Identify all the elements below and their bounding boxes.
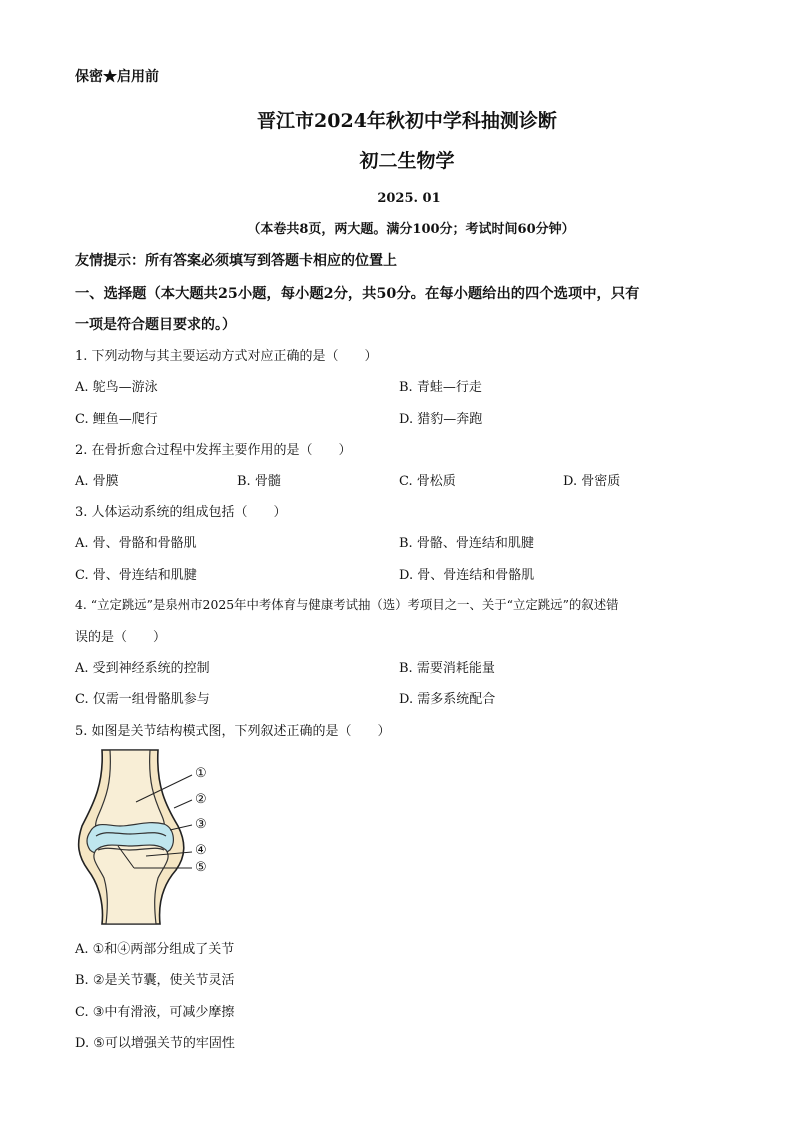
exam-title: 晋江市2024年秋初中学科抽测诊断 — [257, 110, 557, 132]
question-3-option-c: C. 骨、骨连结和肌腱 — [75, 568, 197, 583]
question-2-option-a: A. 骨膜 — [75, 474, 119, 489]
question-3-option-a: A. 骨、骨骼和骨骼肌 — [75, 536, 197, 551]
exam-info: （本卷共8页，两大题。满分100分；考试时间60分钟） — [247, 222, 575, 237]
question-5-option-b: B. ②是关节囊，使关节灵活 — [75, 973, 235, 988]
question-1-option-b: B. 青蛙—行走 — [399, 380, 482, 395]
diagram-label-2: ② — [195, 792, 207, 807]
section-heading-line2: 一项是符合题目要求的。） — [75, 317, 236, 333]
question-2-option-d: D. 骨密质 — [563, 474, 621, 489]
diagram-label-3: ③ — [195, 817, 207, 832]
question-2-option-b: B. 骨髓 — [237, 474, 281, 489]
question-4-option-d: D. 需多系统配合 — [399, 692, 496, 707]
subject-title: 初二生物学 — [359, 150, 455, 172]
question-1-stem: 1. 下列动物与其主要运动方式对应正确的是（ ） — [75, 349, 378, 364]
question-4-stem-line1: 4. “立定跳远”是泉州市2025年中考体育与健康考试抽（选）考项目之一、关于“立定跳远”的叙述错 — [75, 597, 619, 612]
joint-structure-diagram — [74, 746, 224, 928]
question-5-option-a: A. ①和④两部分组成了关节 — [75, 942, 235, 957]
question-2-stem: 2. 在骨折愈合过程中发挥主要作用的是（ ） — [75, 443, 352, 458]
question-3-stem: 3. 人体运动系统的组成包括（ ） — [75, 505, 287, 520]
question-5-stem: 5. 如图是关节结构模式图，下列叙述正确的是（ ） — [75, 724, 391, 739]
diagram-label-5: ⑤ — [195, 860, 207, 875]
exam-date: 2025. 01 — [377, 191, 441, 206]
question-1-option-a: A. 鸵鸟—游泳 — [75, 380, 158, 395]
question-2-option-c: C. 骨松质 — [399, 474, 456, 489]
question-4-option-b: B. 需要消耗能量 — [399, 661, 495, 676]
question-4-option-c: C. 仅需一组骨骼肌参与 — [75, 692, 210, 707]
question-4-stem-line2: 误的是（ ） — [75, 630, 167, 645]
question-5-option-d: D. ⑤可以增强关节的牢固性 — [75, 1036, 235, 1051]
question-4-option-a: A. 受到神经系统的控制 — [75, 661, 210, 676]
friendly-tip: 友情提示：所有答案必须填写到答题卡相应的位置上 — [75, 253, 397, 269]
confidential-mark: 保密★启用前 — [75, 69, 159, 85]
question-3-option-b: B. 骨骼、骨连结和肌腱 — [399, 536, 534, 551]
section-heading-line1: 一、选择题（本大题共25小题，每小题2分，共50分。在每小题给出的四个选项中，只有 — [75, 286, 640, 302]
question-5-option-c: C. ③中有滑液，可减少摩擦 — [75, 1005, 235, 1020]
question-3-option-d: D. 骨、骨连结和骨骼肌 — [399, 568, 535, 583]
diagram-label-4: ④ — [195, 843, 207, 858]
question-1-option-c: C. 鲤鱼—爬行 — [75, 412, 158, 427]
diagram-label-1: ① — [195, 766, 207, 781]
question-1-option-d: D. 猎豹—奔跑 — [399, 412, 483, 427]
